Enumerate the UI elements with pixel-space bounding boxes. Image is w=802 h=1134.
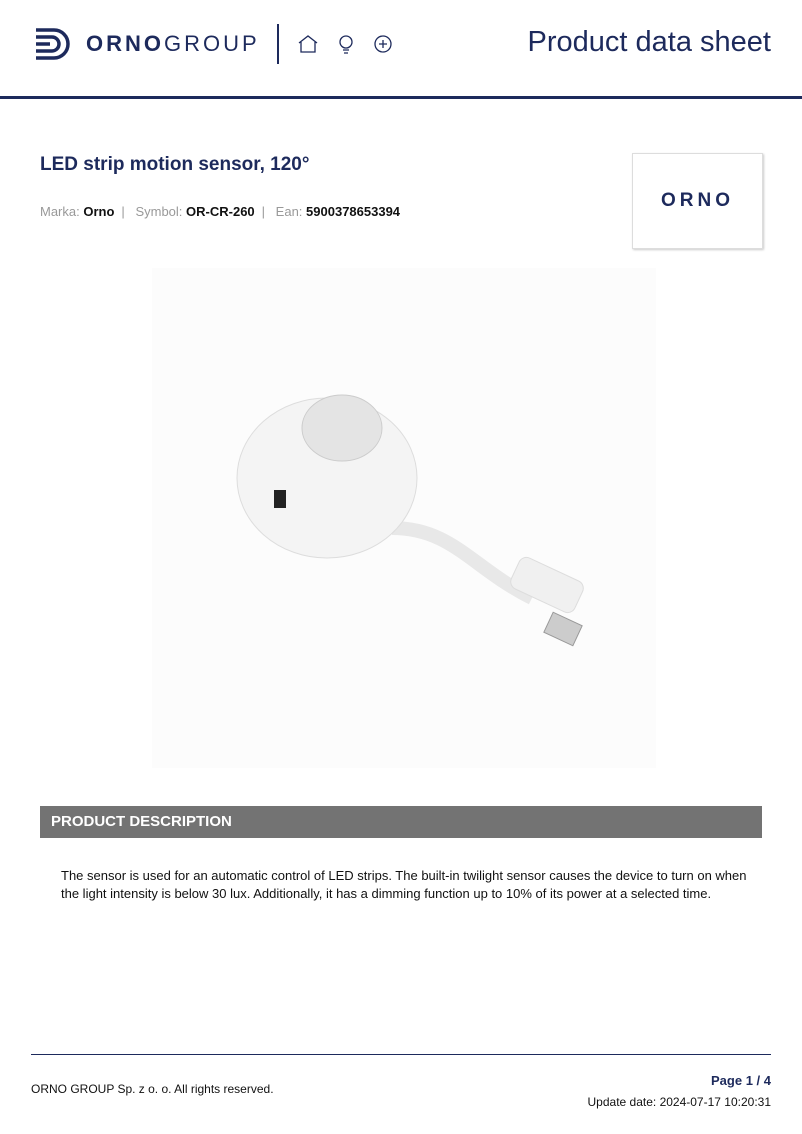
document-title: Product data sheet xyxy=(527,26,771,58)
brand-value: Orno xyxy=(83,204,115,219)
section-header: PRODUCT DESCRIPTION xyxy=(40,806,762,838)
product-title: LED strip motion sensor, 120° xyxy=(40,154,310,175)
orno-group-logo xyxy=(34,24,260,64)
copyright: ORNO GROUP Sp. z o. o. All rights reserved. xyxy=(31,1082,274,1096)
divider xyxy=(277,24,279,64)
symbol-value: OR-CR-260 xyxy=(186,204,255,219)
brand-logo: ORNO xyxy=(632,153,763,249)
header-rule xyxy=(0,96,802,99)
ean-value: 5900378653394 xyxy=(306,204,401,219)
ean-label: Ean: xyxy=(275,204,303,219)
update-date: Update date: 2024-07-17 10:20:31 xyxy=(587,1095,771,1109)
page-number: Page 1 / 4 xyxy=(711,1073,771,1088)
plug-icon xyxy=(373,34,393,54)
product-image xyxy=(152,268,656,768)
smart-home-icon xyxy=(297,34,319,54)
bulb-icon xyxy=(337,34,355,54)
product-description: The sensor is used for an automatic control of LED strips. The built-in twilight sensor causes the device to turn on when the light intensity is below 30 lux. Additionally, it has a dimming function up to 10% of its power at a selected time. xyxy=(61,868,747,901)
logo-rings-icon xyxy=(34,24,74,64)
symbol-label: Symbol: xyxy=(135,204,183,219)
logo-bold: ORNO xyxy=(86,31,164,56)
brand-label: Marka: xyxy=(40,204,80,219)
logo-light: GROUP xyxy=(164,31,260,56)
footer-rule xyxy=(31,1054,771,1055)
product-meta: Marka: Orno | Symbol: OR-CR-260 | Ean: 5900378653394 xyxy=(40,204,401,219)
